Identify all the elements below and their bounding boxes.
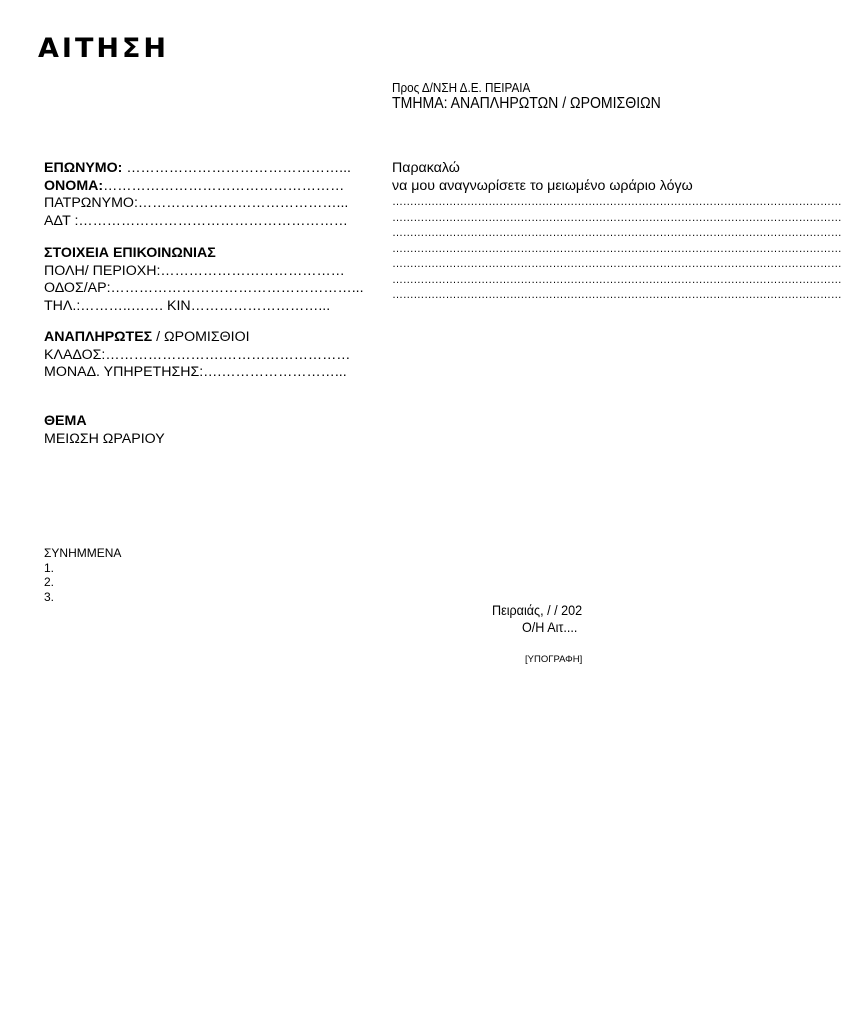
surname-blank: ………………………………………... [122, 160, 351, 176]
recipient-line: Προς Δ/ΝΣΗ Δ.Ε. ΠΕΙΡΑΙΑ [392, 80, 531, 95]
department-line [392, 95, 661, 113]
attachment-item: 1. [44, 560, 55, 575]
signature-label: [ΥΠΟΓΡΑΦΗ] [525, 654, 583, 665]
employment-heading-rest: / ΩΡΟΜΙΣΘΙΟΙ [152, 329, 250, 345]
document-title: ΑΙΤΗΣΗ [38, 33, 169, 64]
attachment-item: 3. [44, 589, 55, 604]
employment-heading [44, 329, 350, 347]
surname-field[interactable] [44, 160, 351, 178]
reason-line[interactable]: ……………………………………………………………………………………………………………… [392, 242, 841, 255]
city-field[interactable]: ΠΟΛΗ/ ΠΕΡΙΟΧΗ:………………………………… [44, 262, 345, 279]
personal-info-section [44, 160, 351, 230]
applicant-label: Ο/Η Αιτ.... [522, 619, 578, 635]
subject-heading: ΘΕΜΑ [44, 413, 87, 429]
employment-section [44, 329, 350, 382]
request-reason: να μου αναγνωρίσετε το μειωμένο ωράριο λόγω [392, 177, 693, 194]
id-number-field[interactable]: ΑΔΤ :………………………………………………… [44, 212, 348, 229]
subject-section [44, 413, 165, 448]
surname-label: ΕΠΩΝΥΜΟ: [44, 160, 123, 176]
attachment-item: 2. [44, 575, 55, 589]
name-field[interactable] [44, 178, 351, 196]
street-field[interactable]: ΟΔΟΣ/ΑΡ:……………………………………………... [44, 280, 364, 296]
phone-field[interactable]: ΤΗΛ.:………..……. ΚΙΝ………………………... [44, 297, 331, 314]
name-blank: …………………………………………… [103, 177, 345, 194]
contact-heading: ΣΤΟΙΧΕΙΑ ΕΠΙΚΟΙΝΩΝΙΑΣ [44, 245, 216, 261]
department-label: ΤΜΗΜΑ [392, 95, 444, 112]
attachments-section [44, 546, 121, 604]
father-name-field[interactable]: ΠΑΤΡΩΝΥΜΟ:……………………………………... [44, 195, 349, 211]
reason-line[interactable]: ……………………………………………………………………………………………………………… [392, 289, 841, 301]
employment-heading-bold: ΑΝΑΠΛΗΡΩΤΕΣ [44, 329, 153, 345]
department-value: : ΑΝΑΠΛΗΡΩΤΩΝ / ΩΡΟΜΙΣΘΙΩΝ [443, 95, 661, 112]
place-date: Πειραιάς, / / 202 [492, 602, 583, 618]
reason-line[interactable]: ……………………………………………………………………………………………………………… [392, 258, 841, 270]
reason-line[interactable]: ……………………………………………………………………………………………………………… [392, 211, 841, 224]
request-section [392, 160, 841, 304]
reason-line[interactable]: ……………………………………………………………………………………………………………… [392, 196, 841, 208]
name-label: ΟΝΟΜΑ: [44, 177, 104, 194]
request-intro: Παρακαλώ [392, 160, 460, 176]
reason-line[interactable]: ……………………………………………………………………………………………………………… [392, 273, 841, 286]
contact-section [44, 245, 364, 315]
reason-lines [392, 195, 841, 304]
service-unit-field[interactable]: ΜΟΝΑΔ. ΥΠΗΡΕΤΗΣΗΣ:….……………………... [44, 364, 347, 380]
attachments-heading: ΣΥΝΗΜΜΕΝΑ [44, 546, 122, 560]
branch-field[interactable]: ΚΛΑΔΟΣ:…………………….……………………… [44, 346, 351, 363]
subject-value: ΜΕΙΩΣΗ ΩΡΑΡΙΟΥ [44, 430, 165, 447]
reason-line[interactable]: ……………………………………………………………………………………………………………… [392, 227, 841, 239]
